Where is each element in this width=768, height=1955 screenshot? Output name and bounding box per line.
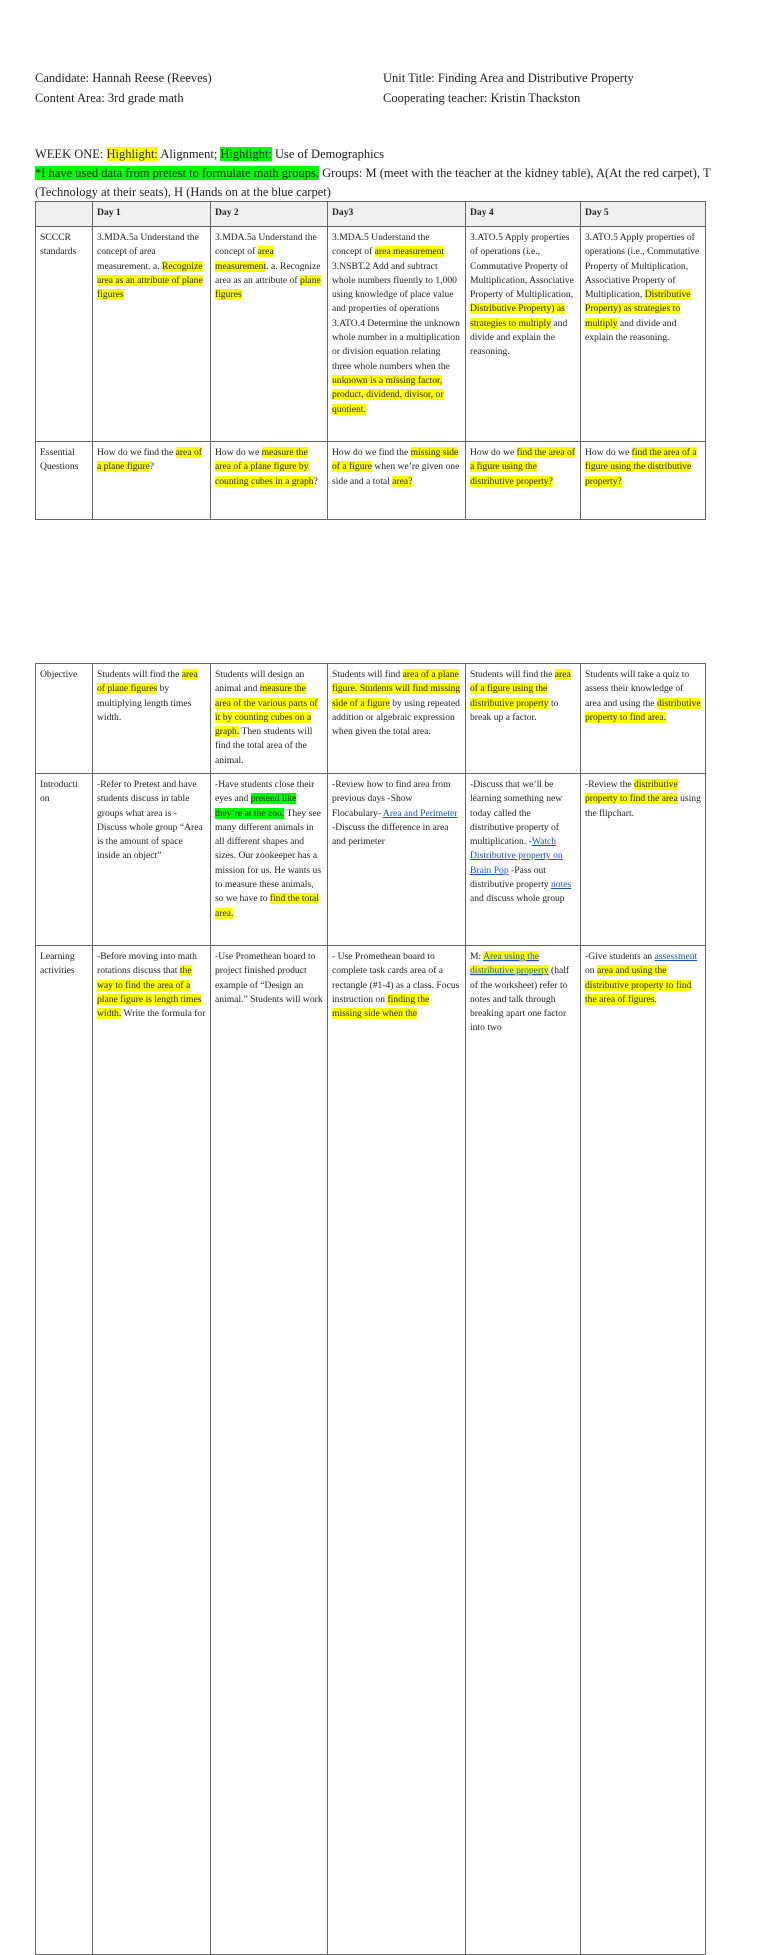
highlight-text: pretend like they’re at the zoo. [215, 793, 297, 819]
cell [211, 227, 328, 442]
cell [328, 442, 466, 520]
text: -Have students close their eyes and [215, 779, 315, 805]
highlight-yellow-key: Highlight: [106, 147, 158, 161]
text: ? [149, 461, 155, 473]
groups-text: Groups: M (meet with the teacher at the kidney table), A(At the red carpet), T (Technology at their seats), H (Hands on at the blue carpet) [35, 166, 711, 199]
text: -Pass out distributive property [470, 864, 551, 891]
text: How do we [215, 447, 262, 458]
highlight-text: find the total area. [215, 893, 319, 919]
notes-link[interactable]: notes [551, 879, 572, 891]
text: How do we find the [97, 447, 176, 458]
text: (half of the worksheet) refer to notes and talk through breaking apart one factor into two [470, 965, 570, 1034]
highlight-text: area and using the distributive property to find the area of figures [585, 965, 692, 1005]
text: - Use Promethean board to complete task cards area of a rectangle (#1-4) as a class. Focus instruction on [332, 951, 460, 1005]
day-header: Day 5 [581, 202, 706, 227]
highlight-text: the way to find the area of a plane figure is length times width. [97, 965, 202, 1020]
candidate-line: Candidate: Hannah Reese (Reeves) [35, 71, 212, 85]
row-label: Essential Questions [36, 442, 93, 520]
lesson-plan-table-top [35, 201, 706, 520]
cell [466, 227, 581, 442]
cell [328, 774, 466, 946]
learning-activities-row [36, 946, 706, 1955]
text: on [585, 965, 597, 977]
text: to break up a factor. [470, 697, 559, 723]
cell [581, 774, 706, 946]
text: How do we [585, 447, 632, 458]
text: Students will design an animal and [215, 669, 305, 695]
demographics-text: Use of Demographics [271, 147, 384, 161]
text: Students will take a quiz to assess their knowledge of area and using the [585, 669, 690, 709]
introduction-row [36, 774, 706, 946]
cell [328, 946, 466, 1955]
text: -Discuss that we’ll be learning something new today called the distributive property of multiplication. - [470, 779, 563, 848]
worksheet-link[interactable]: Area using the distributive property [470, 951, 549, 977]
text: -Review the [585, 779, 635, 790]
day-header: Day 1 [93, 202, 211, 227]
week-legend [35, 145, 735, 164]
cell: -Refer to Pretest and have students discuss in table groups what area is -Discuss whole group “Area is the amount of space inside an object” [93, 774, 211, 946]
assessment-link[interactable]: assessment [654, 951, 698, 962]
standards-row [36, 227, 706, 442]
highlight-text: area of a figure using the distributive property [470, 669, 571, 709]
cell [211, 664, 328, 774]
text: and divide and explain the reasoning. [470, 317, 568, 358]
cell [581, 664, 706, 774]
cell [328, 664, 466, 774]
highlight-text: Distributive Property) as strategies to multiply [470, 303, 565, 329]
text: Students will find the [97, 669, 182, 680]
text: How do we find the [332, 447, 411, 458]
header-left [35, 68, 212, 108]
cell [93, 664, 211, 774]
text: -Give students an [585, 951, 655, 962]
text: Write the formula for [121, 1008, 206, 1020]
cell [466, 442, 581, 520]
cell [93, 227, 211, 442]
text: 3.ATO.5 Apply properties of operations (i.e., Commutative Property of Multiplication, Associative Property of Multiplication, [585, 232, 700, 301]
text: . a. Recognize area as an attribute of [215, 260, 321, 286]
text: 3.ATO.5 Apply properties of operations (i.e., Commutative Property of Multiplication, Associative Property of Multiplication, [470, 232, 574, 301]
text: -Discuss the difference in area and perimeter [332, 821, 449, 848]
highlight-text: find the area of a figure using the distributive property? [470, 447, 575, 487]
corner-cell [36, 202, 93, 227]
cell [581, 442, 706, 520]
cell [466, 946, 581, 1955]
highlight-text: area? [392, 475, 413, 487]
cell [93, 442, 211, 520]
highlight-text: find the area of a figure using the distributive property? [585, 447, 697, 487]
highlight-text: distributive property to find area. [585, 697, 701, 723]
lesson-plan-table-bottom [35, 663, 706, 1955]
content-area-line: Content Area: 3rd grade math [35, 91, 184, 105]
header-right [383, 68, 634, 108]
cell [581, 946, 706, 1955]
highlight-text: area measurement [215, 246, 274, 272]
unit-title-line: Unit Title: Finding Area and Distributive Property [383, 71, 634, 85]
highlight-text: area of a plane figure [97, 447, 202, 473]
highlight-text: area of a plane figure. Students will find missing side of a figure [332, 669, 461, 709]
text: Then students will find the total area of the animal. [215, 726, 313, 766]
text: and discuss whole group [470, 893, 565, 905]
highlight-text: Recognize area as an attribute of plane figures [97, 260, 203, 301]
text: They see many different animals in all different shapes and sizes. Our zookeeper has a mission for us. He wants us to measure these animals, so we have to [215, 807, 322, 905]
text: Students will find the [470, 669, 555, 680]
cell [328, 227, 466, 442]
week-label: WEEK ONE: [35, 147, 107, 161]
text: . [654, 993, 657, 1005]
cell [581, 227, 706, 442]
data-note: *I have used data from pretest to formulate math groups. [35, 166, 319, 180]
row-label: Objective [36, 664, 93, 774]
text: 3.NSBT.2 Add and subtract whole numbers fluently to 1,000 using knowledge of place value and properties of operations [332, 260, 457, 315]
highlight-text: area of plane figures [97, 669, 198, 695]
essential-questions-row [36, 442, 706, 520]
highlight-text: measure the area of the various parts of it by counting cubes on a graph. [215, 683, 318, 738]
day-header: Day 2 [211, 202, 328, 227]
text: 3.ATO.4 Determine the unknown whole number in a multiplication or division equation relating three whole numbers when the [332, 317, 460, 372]
text: 3.MDA.5 Understand the concept of [332, 232, 430, 258]
text: Students will find [332, 669, 403, 680]
row-label: Learning activities [36, 946, 93, 1955]
text: 3.MDA.5a Understand the concept of area measurement. a. [97, 232, 199, 272]
flocabulary-link[interactable]: Area and Perimeter [382, 807, 458, 819]
text: 3.MDA.5a Understand the concept of [215, 232, 317, 258]
text: M: [470, 951, 484, 962]
highlight-text: missing side of a figure [332, 447, 459, 473]
cell [211, 774, 328, 946]
text: by multiplying length times width. [97, 683, 192, 723]
brainpop-link[interactable]: Watch Distributive property on Brain Pop [470, 836, 563, 876]
cell: -Use Promethean board to project finished product example of “Design an animal.” Students will work [211, 946, 328, 1955]
highlight-text: area measurement [374, 246, 445, 258]
text: -Review how to find area from previous days -Show Flocabulary- [332, 779, 451, 819]
highlight-text: distributive property to find the area [585, 779, 678, 805]
highlight-text: Distributive Property) as strategies to multiply [585, 289, 691, 329]
cell [93, 946, 211, 1955]
days-header-row [36, 202, 706, 227]
highlight-text: unknown is a missing factor, product, dividend, divisor, or quotient. [332, 374, 444, 415]
row-label: SCCCR standards [36, 227, 93, 442]
text: -Before moving into math rotations discuss that [97, 951, 197, 977]
row-label: Introducti on [36, 774, 93, 946]
text: by using repeated addition or algebraic expression when given the total area. [332, 697, 460, 738]
day-header: Day 4 [466, 202, 581, 227]
highlight-text: measure the area of a plane figure by counting cubes in a graph [215, 447, 314, 487]
cell [466, 774, 581, 946]
highlight-text: finding the missing side when the [332, 993, 430, 1020]
text: ? [313, 475, 318, 487]
alignment-text: Alignment; [157, 147, 221, 161]
text: How do we [470, 447, 517, 458]
week-intro [35, 145, 735, 202]
text: using the flipchart. [585, 793, 701, 819]
cooperating-teacher-line: Cooperating teacher: Kristin Thackston [383, 91, 581, 105]
day-header: Day3 [328, 202, 466, 227]
text: and divide and explain the reasoning. [585, 317, 677, 344]
objective-row [36, 664, 706, 774]
text: when we’re given one side and a total [332, 461, 460, 487]
cell [466, 664, 581, 774]
cell [211, 442, 328, 520]
highlight-green-key: Highlight: [220, 147, 272, 161]
groups-note [35, 164, 735, 202]
highlight-text: plane figures [215, 274, 321, 301]
